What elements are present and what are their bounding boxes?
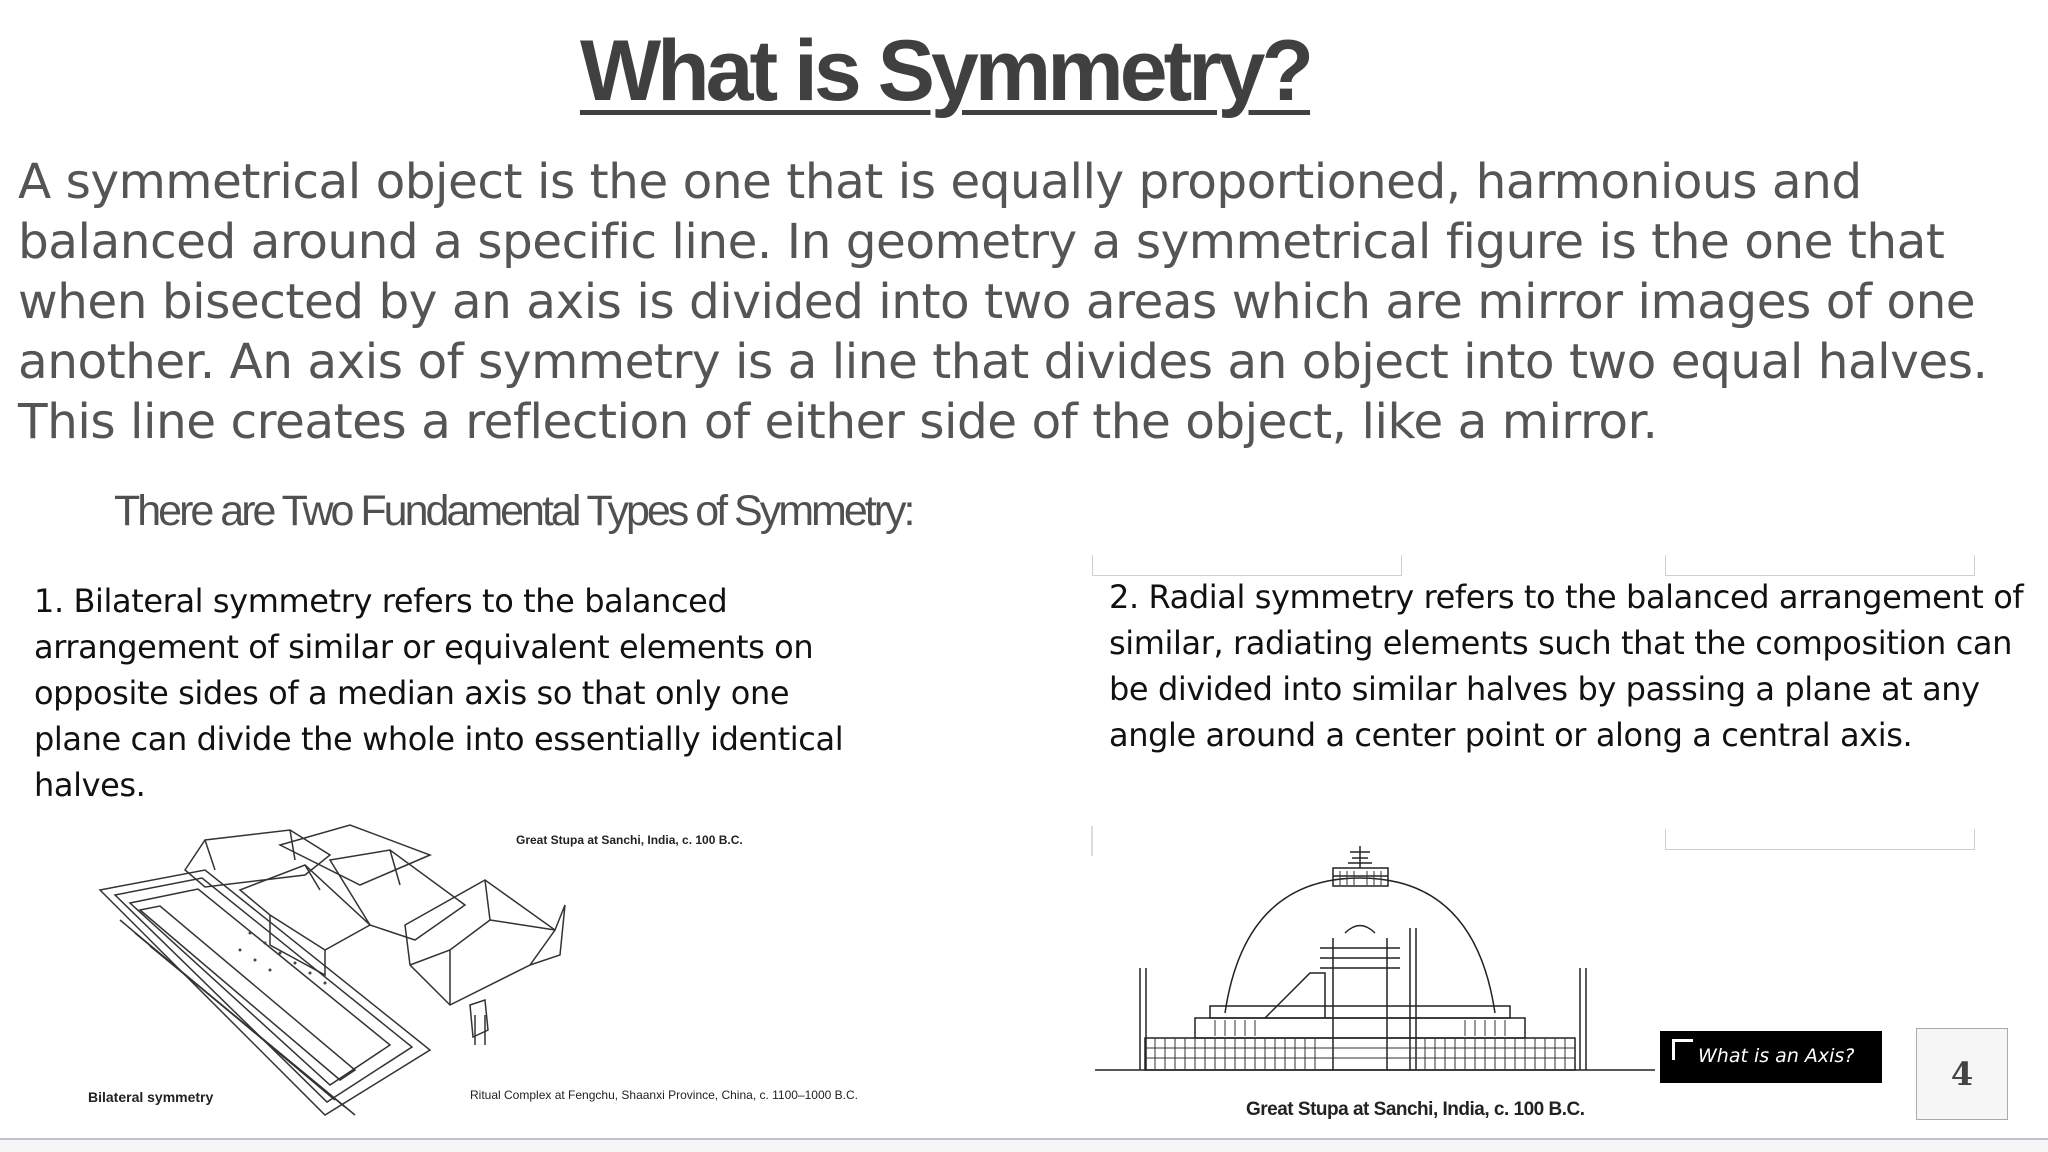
caption-great-stupa: Great Stupa at Sanchi, India, c. 100 B.C. — [1246, 1099, 1585, 1120]
bottom-strip — [0, 1140, 2048, 1152]
what-is-an-axis-button[interactable] — [1660, 1031, 1882, 1083]
caption-bilateral-symmetry: Bilateral symmetry — [88, 1089, 214, 1105]
ritual-complex-illustration — [90, 815, 830, 1135]
axis-button-label: What is an Axis? — [1698, 1045, 1855, 1067]
radial-symmetry-text: 2. Radial symmetry refers to the balanced arrangement of similar, radiating elements such that the composition can be divided into similar halves by passing a plane at any angle around a center point or along a central axis. — [1109, 578, 2024, 754]
types-heading: There are Two Fundamental Types of Symmetry: — [114, 487, 913, 535]
bilateral-symmetry-text: 1. Bilateral symmetry refers to the balanced arrangement of similar or equivalent elements on opposite sides of a median axis so that only one plane can divide the whole into essentially identical halves. — [34, 582, 844, 804]
bracket-decoration — [1092, 555, 1402, 576]
bracket-decoration — [1665, 829, 1975, 850]
intro-paragraph: A symmetrical object is the one that is equally proportioned, harmonious and balanced around a specific line. In geometry a symmetrical figure is the one that when bisected by an axis is divided into two areas which are mirror images of one another. An axis of symmetry is a line that divides an object into two equal halves. This line creates a reflection of either side of the object, like a mirror. — [18, 154, 1988, 450]
corner-bracket-icon — [1672, 1039, 1693, 1060]
divider-line — [1091, 826, 1093, 856]
caption-ritual-complex: Ritual Complex at Fengchu, Shaanxi Province, China, c. 1100–1000 B.C. — [470, 1088, 858, 1102]
page-number: 4 — [1916, 1028, 2008, 1120]
great-stupa-illustration — [1095, 838, 1655, 1078]
caption-great-stupa-small: Great Stupa at Sanchi, India, c. 100 B.C. — [516, 833, 743, 847]
bracket-decoration — [1665, 555, 1975, 576]
slide-title: What is Symmetry? — [579, 23, 1311, 119]
